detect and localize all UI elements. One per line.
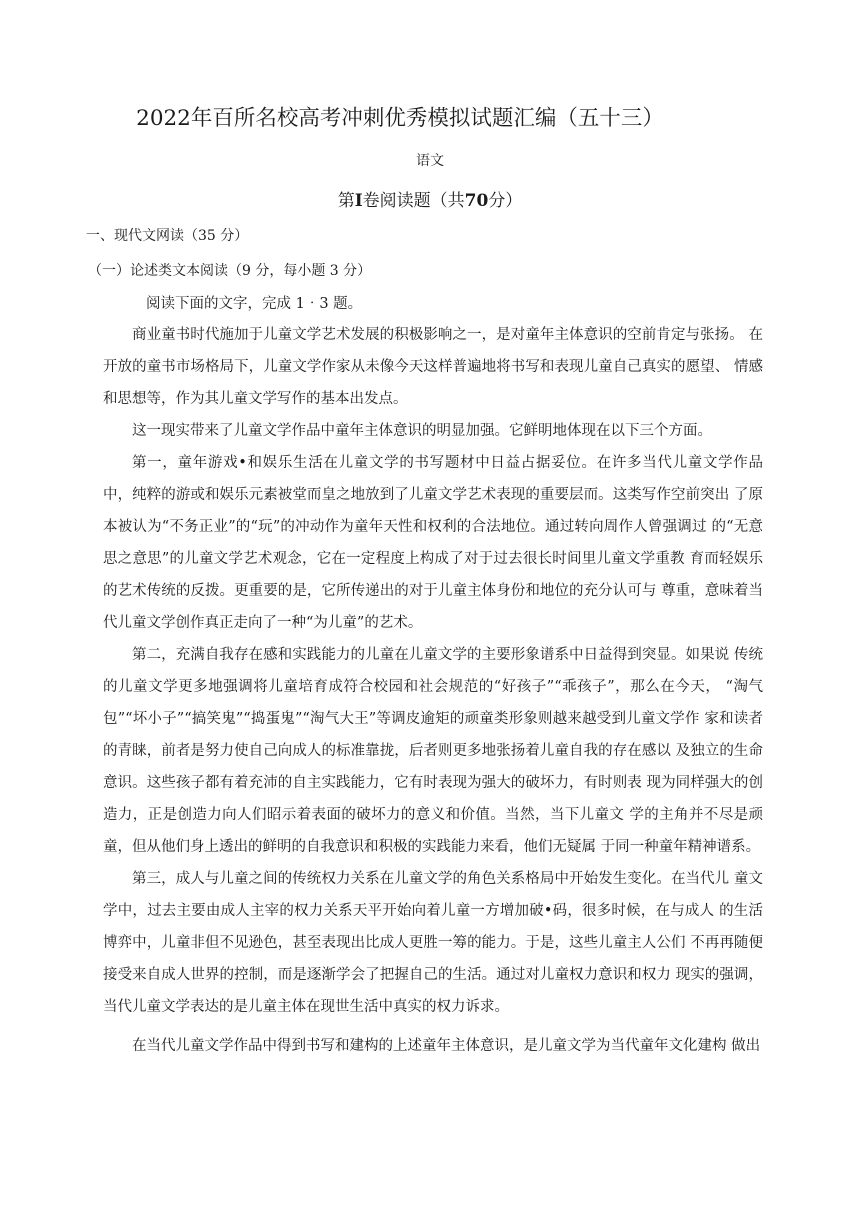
volume-roman: I	[354, 191, 363, 211]
volume-middle: 卷阅读题（共	[362, 191, 465, 211]
volume-suffix: 分）	[488, 191, 523, 211]
subject-label: 语文	[416, 153, 444, 169]
paragraph-1: 商业童书时代施加于儿童文学艺术发展的积极影响之一，是对童年主体意识的空前肯定与张扬。 在开放的童书市场格局下，儿童文学作家从未像今天这样普遍地将书写和表现儿童自己真实的愿望、 情感和思想等，作为其儿童文学写作的基本出发点。	[103, 327, 763, 407]
volume-score: 70	[464, 191, 489, 211]
paragraph-5: 第三，成人与儿童之间的传统权力关系在儿童文学的角色关系格局中开始发生变化。在当代儿 童文学中，过去主要由成人主宰的权力关系天平开始向着儿童一方增加破•码，很多时候，在与成人 的生活博弈中，儿童非但不见逊色，甚至表现出比成人更胜一筹的能力。于是，这些儿童主人公们 不再再随便接受来自成人世界的控制，而是逐渐学会了把握自己的生活。通过对儿童权力意识和权力 现实的强调，当代儿童文学表达的是儿童主体在现世生活中真实的权力诉求。	[103, 871, 763, 1015]
article-body	[103, 319, 763, 1062]
paragraph-2: 这一现实带来了儿童文学作品中童年主体意识的明显加强。它鲜明地体现在以下三个方面。	[132, 423, 712, 439]
part-one-heading: 一、现代文网读（35 分）	[86, 228, 249, 244]
volume-title	[0, 186, 860, 211]
paragraph-3: 第一，童年游戏•和娱乐生活在儿童文学的书写题材中日益占据妥位。在许多当代儿童文学作品 中，纯粹的游或和娱乐元素被堂而皇之地放到了儿童文学艺术表现的重要层而。这类写作空前突出 了原本被认为“不务正业”的“玩”的冲动作为童年天性和权利的合法地位。通过转向周作人曾强调过 的“无意思之意思”的儿童文学艺术观念，它在一定程度上构成了对于过去很长时间里儿童文学重教 育而轻娱乐的艺术传统的反拨。更重要的是，它所传递出的对于儿童主体身份和地位的充分认可与 尊重，意味着当代儿童文学创作真正走向了一种“为儿童”的艺术。	[103, 455, 763, 631]
subsection-heading: （一）论述类文本阅读（9 分，每小题 3 分）	[88, 263, 372, 279]
document-title: 2022年百所名校高考冲刺优秀模拟试题汇编（五十三）	[136, 106, 664, 131]
paragraph-6: 在当代儿童文学作品中得到书写和建构的上述童年主体意识，是儿童文学为当代童年文化建构 做出	[132, 1038, 761, 1054]
volume-prefix: 第	[337, 191, 355, 211]
instruction-text: 阅读下面的文字，完成 1‧3 题。	[146, 296, 363, 312]
paragraph-4: 第二，充满自我存在感和实践能力的儿童在儿童文学的主要形象谱系中日益得到突显。如果说 传统的儿童文学更多地强调将儿童培育成符合校园和社会规范的“好孩子”“乖孩子”，那么在今天， “淘气包”“坏小子”“搞笑鬼”“捣蛋鬼”“淘气大王”等调皮逾矩的顽童类形象则越来越受到儿童文学作 家和读者的青睐，前者是努力使自己向成人的标准靠拢，后者则更多地张扬着儿童自我的存在感以 及独立的生命意识。这些孩子都有着充沛的自主实践能力，它有时表现为强大的破坏力，有时则表 现为同样强大的创造力，正是创造力向人们昭示着表面的破坏力的意义和价值。当然，当下儿童文 学的主角并不尽是顽童，但从他们身上透出的鲜明的自我意识和积极的实践能力来看，他们无疑属 于同一种童年精神谱系。	[103, 647, 763, 855]
